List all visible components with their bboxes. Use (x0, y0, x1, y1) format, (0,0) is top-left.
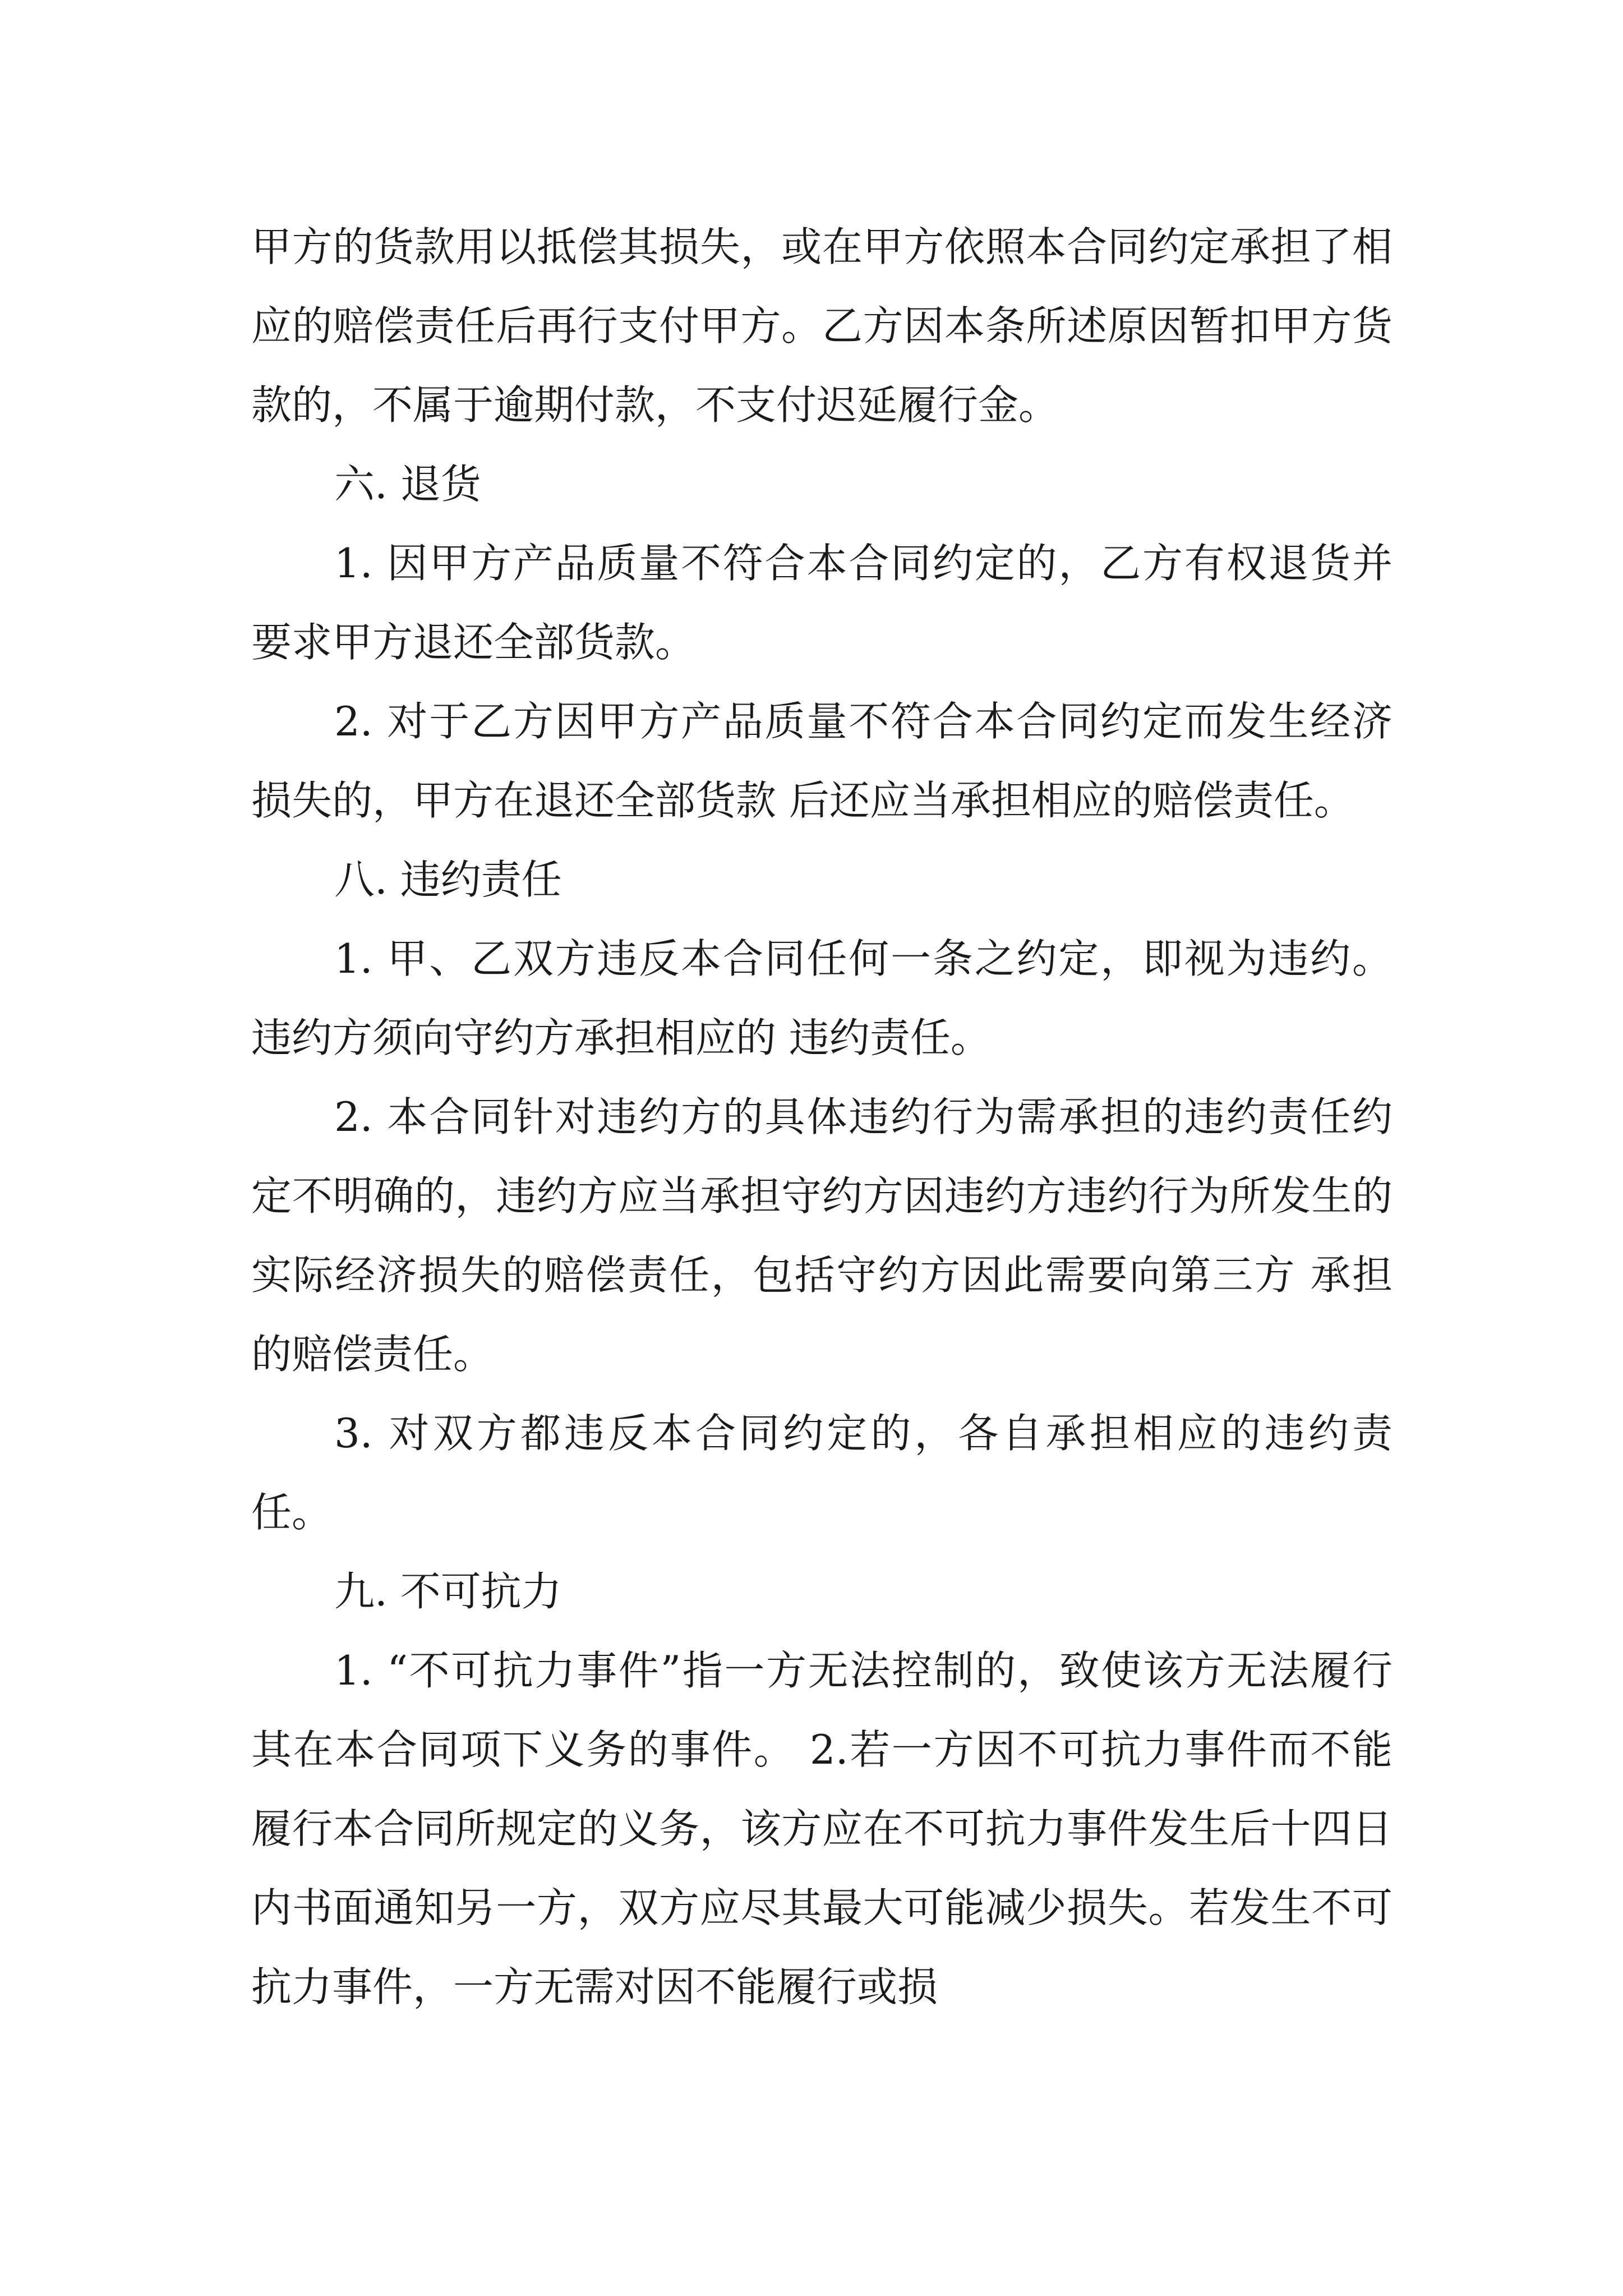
clause-liability-3: 3. 对双方都违反本合同约定的，各自承担相应的违约责任。 (251, 1410, 1393, 1536)
heading-liability: 八. 违约责任 (334, 856, 562, 903)
paragraph-continuation: 甲方的货款用以抵偿其损失，或在甲方依照本合同约定承担了相应的赔偿责任后再行支付甲方。乙方因本条所述原因暂扣甲方货款的，不属于逾期付款，不支付迟延履行金。 (251, 223, 1393, 429)
clause-returns-2: 2. 对于乙方因甲方产品质量不符合本合同约定而发生经济损失的，甲方在退还全部货款 后还应当承担相应的赔偿责任。 (251, 698, 1393, 824)
heading-returns: 六. 退货 (334, 461, 481, 508)
clause-liability-1: 1. 甲、乙双方违反本合同任何一条之约定，即视为违约。违约方须向守约方承担相应的 违约责任。 (251, 935, 1393, 1061)
clause-force-majeure-1: 1. “不可抗力事件”指一方无法控制的，致使该方无法履行其在本合同项下义务的事件。 2.若一方因不可抗力事件而不能履行本合同所规定的义务，该方应在不可抗力事件发生后十四日内书面通知另一方，双方应尽其最大可能减少损失。若发生不可抗力事件，一方无需对因不能履行或损 (251, 1647, 1393, 2010)
heading-force-majeure: 九. 不可抗力 (334, 1568, 562, 1615)
clause-returns-1: 1. 因甲方产品质量不符合本合同约定的，乙方有权退货并要求甲方退还全部货款。 (251, 540, 1393, 666)
clause-liability-2: 2. 本合同针对违约方的具体违约行为需承担的违约责任约定不明确的，违约方应当承担守约方因违约方违约行为所发生的实际经济损失的赔偿责任，包括守约方因此需要向第三方 承担的赔偿责任。 (251, 1093, 1393, 1378)
document-body (251, 208, 1393, 2027)
